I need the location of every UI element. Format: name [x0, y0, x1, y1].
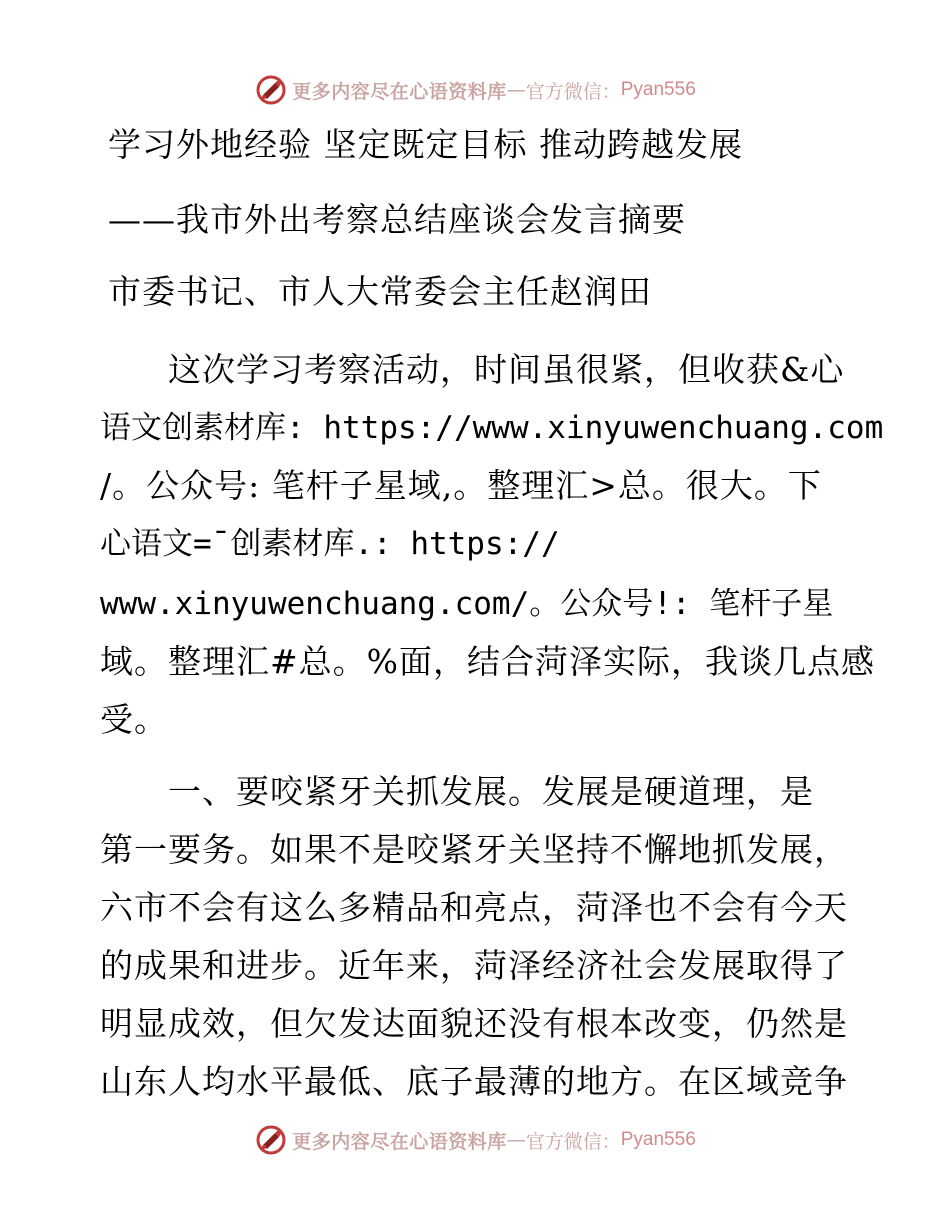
- para1-line-6: 域。整理汇#总。%面，结合菏泽实际，我谈几点感: [100, 642, 876, 681]
- para2-line-1: 一、要咬紧牙关抓发展。发展是硬道理，是: [100, 772, 814, 811]
- para1-line-1: 这次学习考察活动，时间虽很紧，但收获&心: [100, 350, 845, 389]
- para2-line-4: 的成果和进步。近年来，菏泽经济社会发展取得了: [100, 946, 848, 985]
- author-line: 市委书记、市人大常委会主任赵润田: [108, 272, 652, 311]
- watermark-wechat-id: Pyan556: [620, 79, 696, 100]
- watermark-separator: —: [506, 1129, 526, 1151]
- watermark-separator: —: [506, 79, 526, 101]
- para1-line-5: www.xinyuwenchuang.com/。公众号!: 笔杆子星: [100, 586, 834, 622]
- watermark-label: 官方微信：: [525, 80, 621, 103]
- watermark-label: 官方微信：: [525, 1130, 621, 1153]
- document-subtitle: ——我市外出考察总结座谈会发言摘要: [108, 200, 686, 239]
- watermark-text: 更多内容尽在心语资料库: [292, 1130, 507, 1153]
- logo-icon: [254, 73, 288, 107]
- watermark-text: 更多内容尽在心语资料库: [292, 80, 507, 103]
- para1-line-4: 心语文=¯创素材库.: https://: [100, 526, 560, 562]
- document-title: 学习外地经验 坚定既定目标 推动跨越发展: [108, 125, 743, 164]
- para2-line-6: 山东人均水平最低、底子最薄的地方。在区域竞争: [100, 1062, 848, 1101]
- para2-line-5: 明显成效，但欠发达面貌还没有根本改变，仍然是: [100, 1004, 848, 1043]
- header-watermark: [0, 70, 950, 110]
- footer-watermark: [0, 1120, 950, 1160]
- watermark-wechat-id: Pyan556: [620, 1129, 696, 1150]
- para2-line-2: 第一要务。如果不是咬紧牙关坚持不懈地抓发展，: [100, 830, 848, 869]
- logo-icon: [254, 1123, 288, 1157]
- para1-line-3: /。公众号: 笔杆子星域,。整理汇>总。很大。下: [100, 466, 822, 505]
- para2-line-3: 六市不会有这么多精品和亮点，菏泽也不会有今天: [100, 888, 848, 927]
- para1-line-7: 受。: [100, 700, 168, 739]
- para1-line-2: 语文创素材库: https://www.xinyuwenchuang.com: [100, 410, 884, 446]
